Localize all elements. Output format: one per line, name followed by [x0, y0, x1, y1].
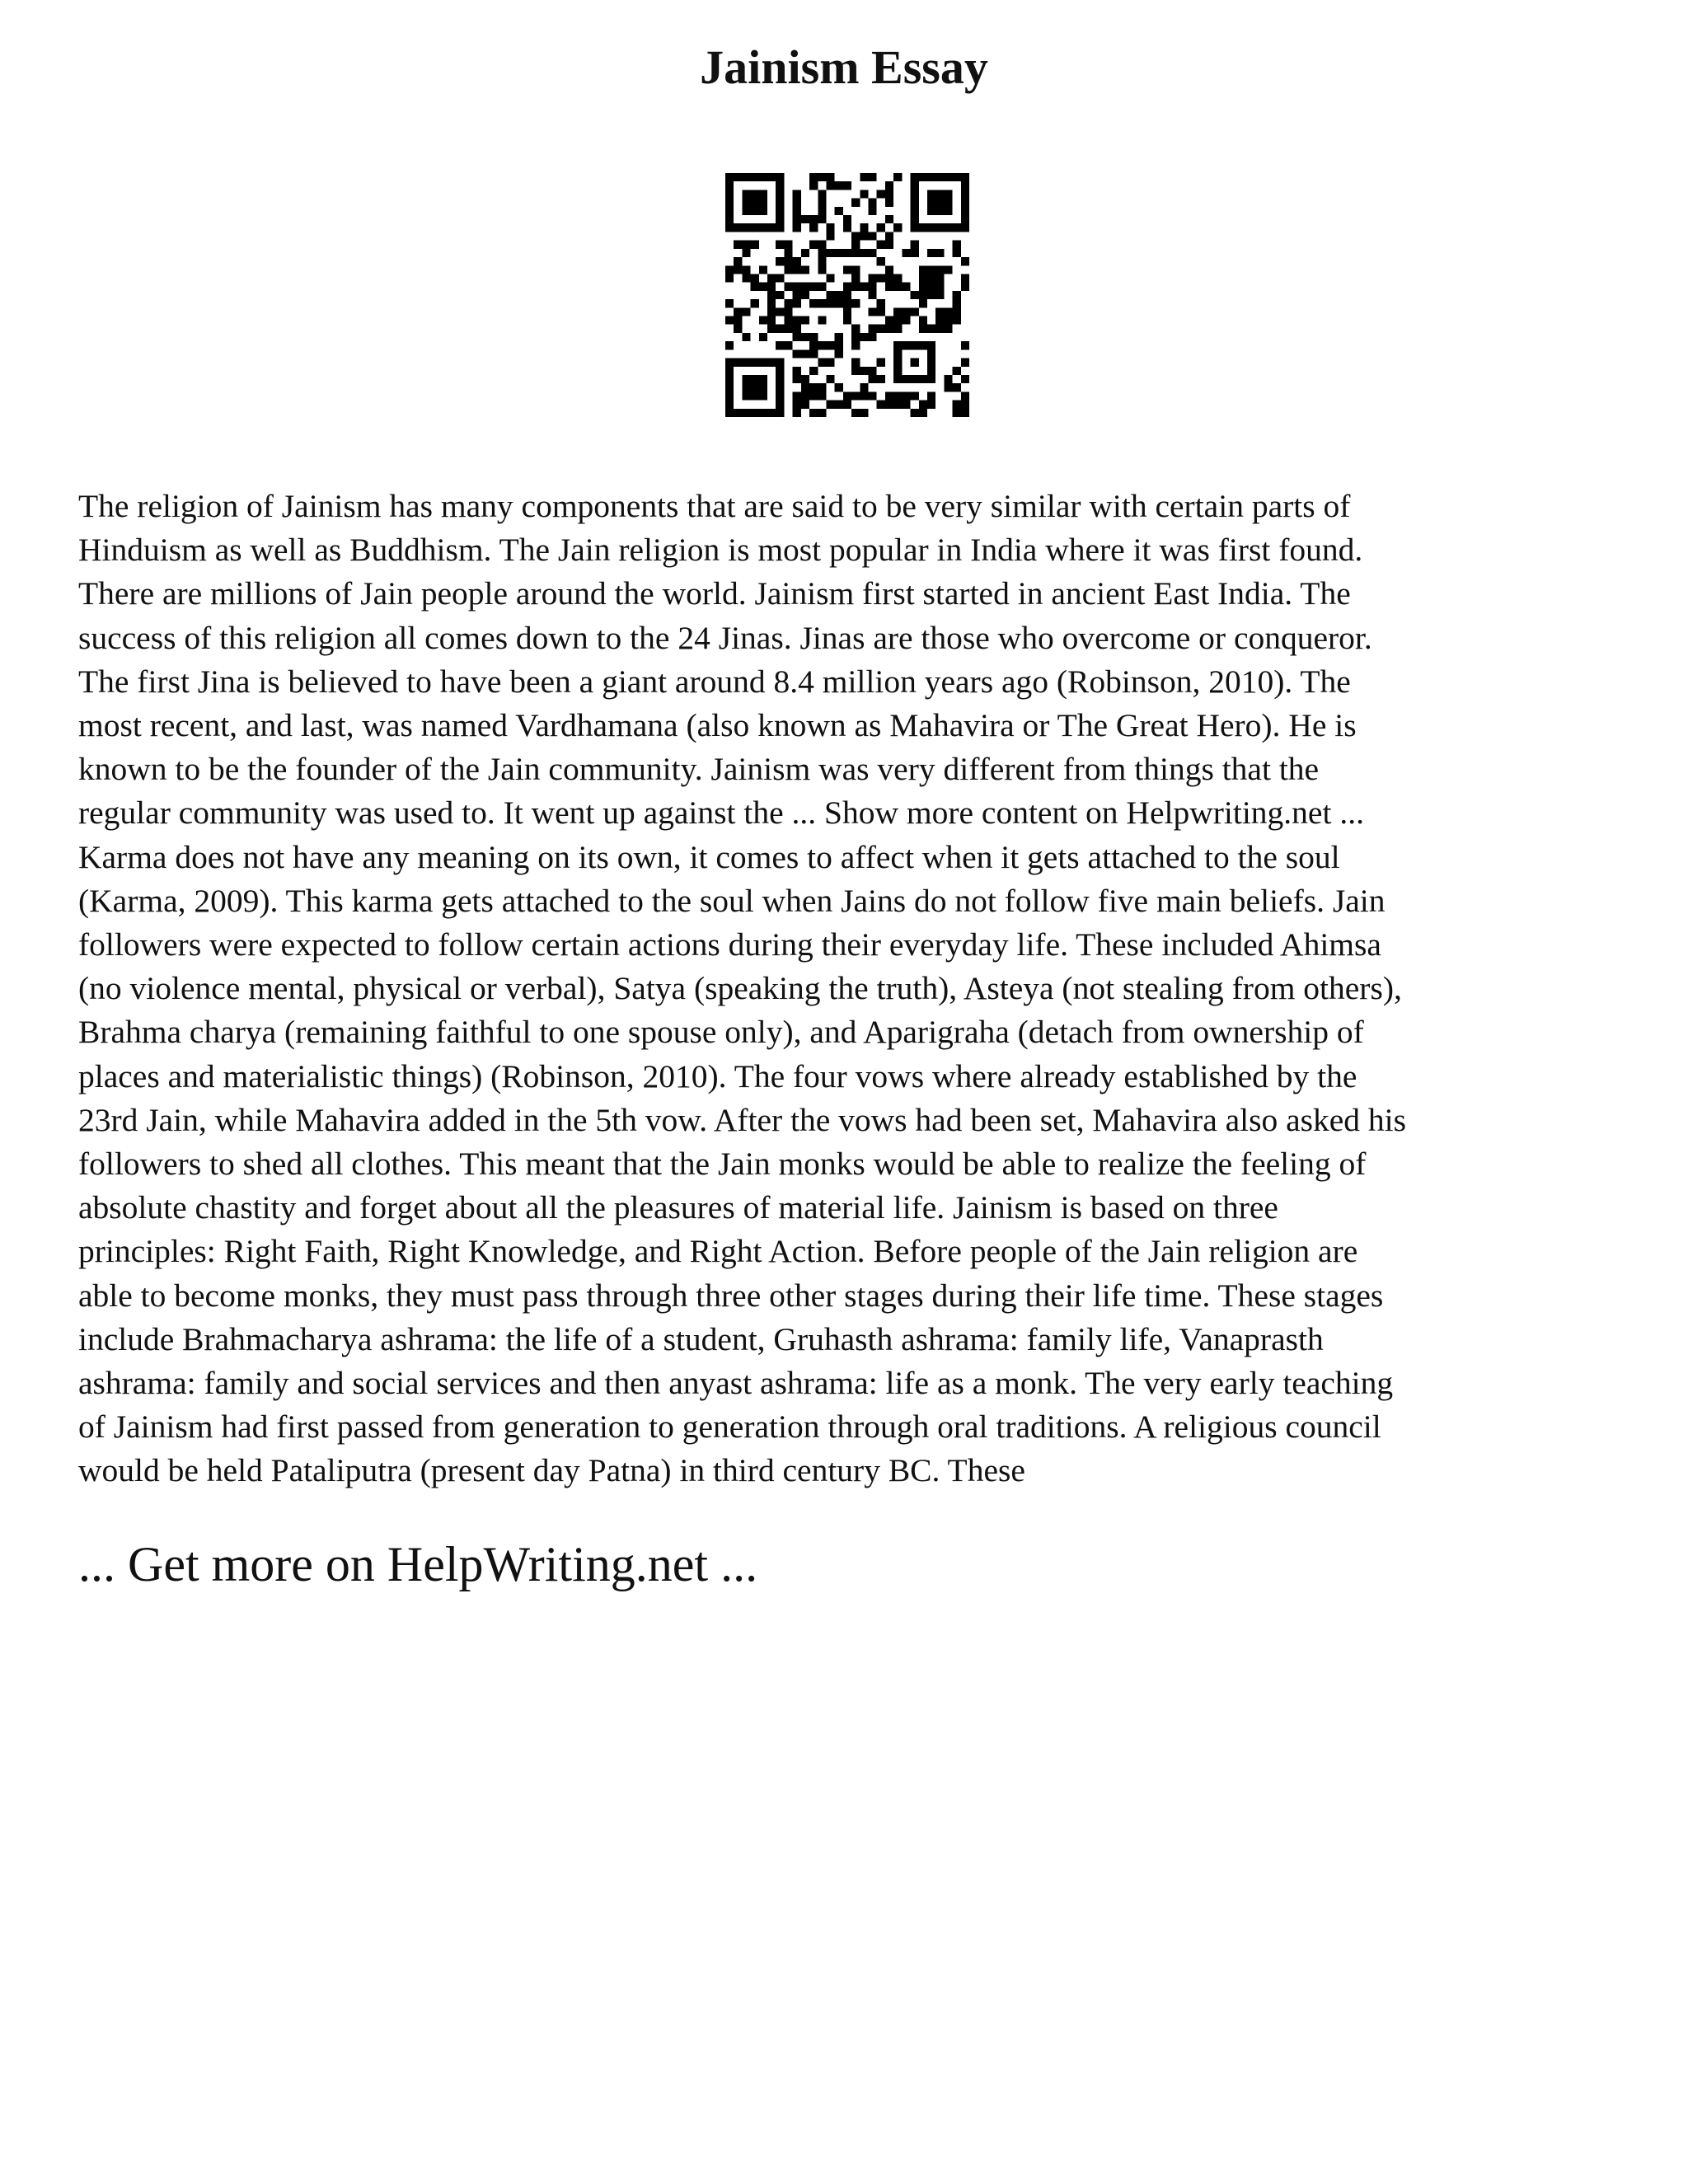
essay-line: Hinduism as well as Buddhism. The Jain religion is most popular in India where it was first found. [78, 532, 1363, 569]
essay-line: principles: Right Faith, Right Knowledge, and Right Action. Before people of the Jain religion are [78, 1233, 1358, 1270]
essay-line: would be held Pataliputra (present day Patna) in third century BC. These [78, 1452, 1025, 1489]
essay-line: known to be the founder of the Jain community. Jainism was very different from things that the [78, 751, 1320, 788]
essay-line: followers were expected to follow certain actions during their everyday life. These included Ahimsa [78, 926, 1381, 963]
essay-line: (Karma, 2009). This karma gets attached to the soul when Jains do not follow five main beliefs. Jain [78, 882, 1386, 919]
essay-line: of Jainism had first passed from generation to generation through oral traditions. A religious council [78, 1408, 1381, 1446]
essay-line: ashrama: family and social services and then anyast ashrama: life as a monk. The very early teaching [78, 1365, 1394, 1402]
essay-line: success of this religion all comes down to the 24 Jinas. Jinas are those who overcome or conqueror. [78, 619, 1372, 656]
get-more-link[interactable]: ... Get more on HelpWriting.net ... [78, 1537, 758, 1591]
page-title: Jainism Essay [700, 40, 988, 94]
essay-line: able to become monks, they must pass through three other stages during their life time. These stages [78, 1277, 1384, 1314]
essay-line: followers to shed all clothes. This meant that the Jain monks would be able to realize the feeling of [78, 1146, 1367, 1183]
essay-line: (no violence mental, physical or verbal), Satya (speaking the truth), Asteya (not stealing from others), [78, 970, 1402, 1007]
essay-line: regular community was used to. It went up against the ... Show more content on Helpwriting.net ... [78, 794, 1364, 832]
essay-line: absolute chastity and forget about all the pleasures of material life. Jainism is based on three [78, 1189, 1278, 1226]
essay-line: most recent, and last, was named Vardhamana (also known as Mahavira or The Great Hero). He is [78, 707, 1357, 744]
essay-line: places and materialistic things) (Robinson, 2010). The four vows where already established by the [78, 1057, 1357, 1094]
qr-code-icon [725, 173, 969, 417]
essay-body [78, 485, 1636, 1493]
essay-line: Karma does not have any meaning on its own, it comes to affect when it gets attached to the soul [78, 838, 1340, 875]
essay-line: 23rd Jain, while Mahavira added in the 5th vow. After the vows had been set, Mahavira also asked his [78, 1101, 1407, 1138]
essay-line: include Brahmacharya ashrama: the life of a student, Gruhasth ashrama: family life, Vanaprasth [78, 1320, 1324, 1357]
essay-line: The religion of Jainism has many components that are said to be very similar with certain parts of [78, 488, 1351, 524]
essay-line: There are millions of Jain people around the world. Jainism first started in ancient East India. The [78, 575, 1351, 612]
essay-line: Brahma charya (remaining faithful to one spouse only), and Aparigraha (detach from ownership of [78, 1014, 1364, 1051]
essay-line: The first Jina is believed to have been a giant around 8.4 million years ago (Robinson, 2010). The [78, 663, 1351, 700]
